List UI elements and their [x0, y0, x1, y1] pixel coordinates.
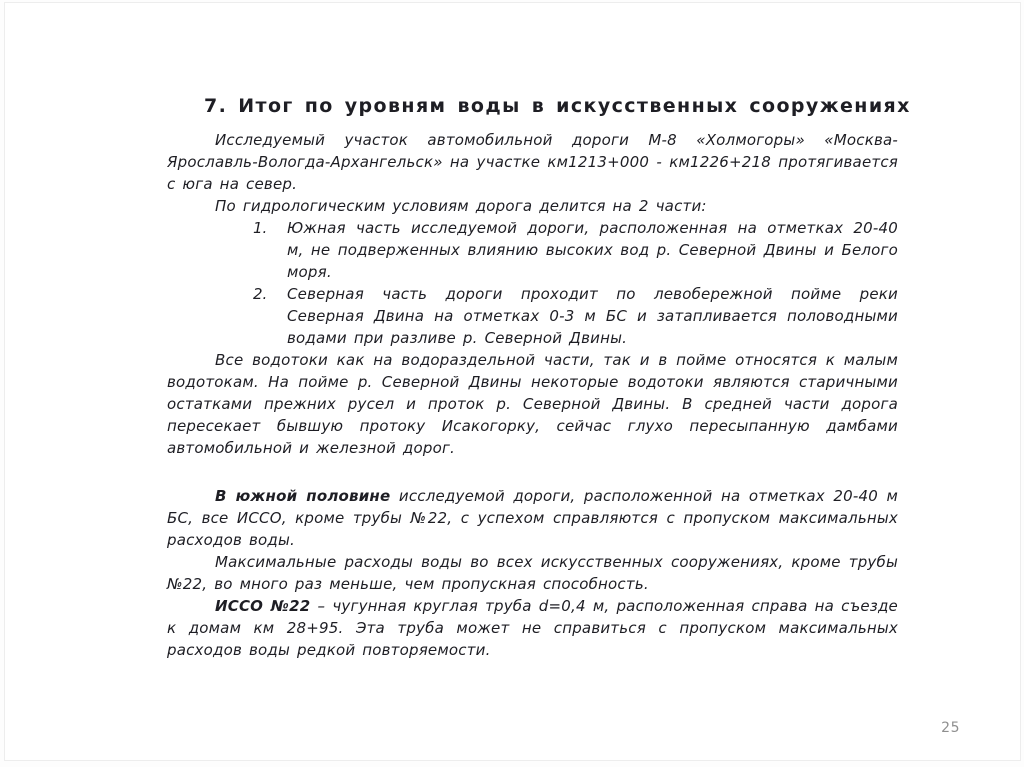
page-number: 25 [941, 720, 960, 736]
list-item-north-part [253, 283, 898, 349]
paragraph-max-flows: Максимальные расходы воды во всех искусственных сооружениях, кроме трубы №22, во много раз меньше, чем пропускная способность. [167, 553, 898, 593]
paragraph-south-half [167, 485, 898, 551]
list-item-text: Южная часть исследуемой дороги, расположенная на отметках 20-40 м, не подверженных влиянию высоких вод р. Северной Двины и Белого моря. [287, 219, 898, 281]
numbered-list [253, 217, 898, 349]
paragraph-hydrology-intro: По гидрологическим условиям дорога делится на 2 части: [215, 197, 707, 215]
paragraph-isso-22-rest: – чугунная круглая труба d=0,4 м, расположенная справа на съезде к домам км 28+95. Эта труба может не справиться с пропуском максимальных расходов воды редкой повторяемости. [167, 597, 898, 659]
paragraph-road-route: Исследуемый участок автомобильной дороги М-8 «Холмогоры» «Москва-Ярославль-Вологда-Архангельск» на участке км1213+000 - км1226+218 протягивается с юга на север. [167, 131, 898, 193]
paragraph-isso-22-lead: ИССО №22 [215, 597, 311, 615]
list-item-south-part [253, 217, 898, 283]
list-item-number: 2. [253, 285, 268, 303]
paragraph-south-half-rest: исследуемой дороги, расположенной на отметках 20-40 м БС, все ИССО, кроме трубы №22, с успехом справляются с пропуском максимальных расходов воды. [167, 487, 898, 549]
list-item-text: Северная часть дороги проходит по левобережной пойме реки Северная Двина на отметках 0-3 м БС и затапливается половодными водами при разливе р. Северной Двины. [287, 285, 898, 347]
slide-title: 7. Итог по уровням воды в искусственных сооружениях [204, 95, 911, 117]
paragraph-watercourses: Все водотоки как на водораздельной части, так и в пойме относятся к малым водотокам. На пойме р. Северной Двины некоторые водотоки являются старичными остатками прежних русел и проток р. Северной Двины. В средней части дорога пересекает бывшую протоку Исакогорку, сейчас глухо пересыпанную дамбами автомобильной и железной дорог. [167, 351, 898, 457]
list-item-number: 1. [253, 219, 268, 237]
paragraph-isso-22 [167, 595, 898, 661]
slide-page [4, 2, 1021, 761]
paragraph-south-half-lead: В южной половине [215, 487, 391, 505]
slide-content [167, 95, 911, 661]
